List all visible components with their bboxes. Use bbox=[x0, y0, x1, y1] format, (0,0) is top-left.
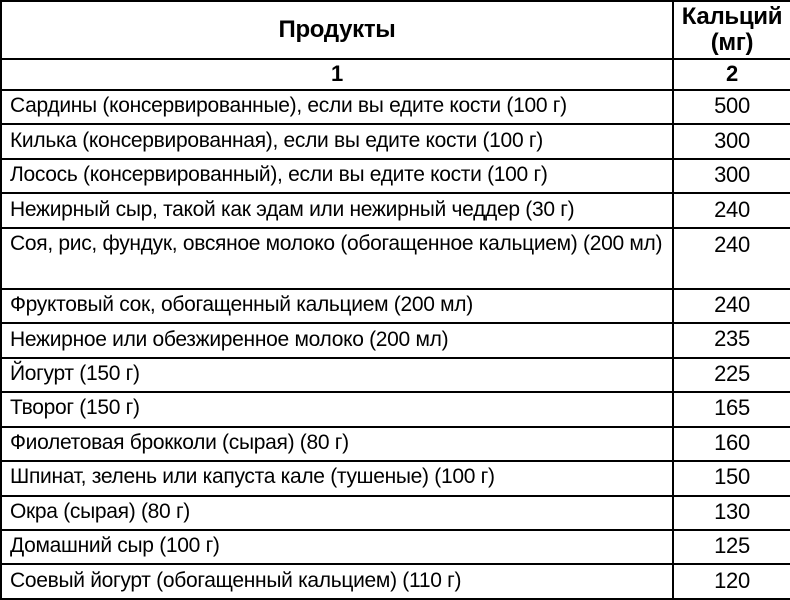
table-row bbox=[1, 461, 790, 495]
product-name: Нежирное или обезжиренное молоко (200 мл) bbox=[1, 323, 673, 357]
calcium-value: 165 bbox=[673, 392, 790, 426]
column-number-row bbox=[1, 59, 790, 90]
calcium-column-header: Кальций (мг) bbox=[673, 1, 790, 59]
product-name: Соя, рис, фундук, овсяное молоко (обогащенное кальцием) (200 мл) bbox=[1, 228, 673, 289]
table-row bbox=[1, 358, 790, 392]
calcium-value: 300 bbox=[673, 159, 790, 193]
table-header-row bbox=[1, 1, 790, 59]
calcium-value: 130 bbox=[673, 496, 790, 530]
table-row bbox=[1, 124, 790, 158]
product-name: Сардины (консервированные), если вы едите кости (100 г) bbox=[1, 90, 673, 124]
table-row bbox=[1, 90, 790, 124]
calcium-value: 225 bbox=[673, 358, 790, 392]
products-column-header: Продукты bbox=[1, 1, 673, 59]
calcium-value: 500 bbox=[673, 90, 790, 124]
column-number-1: 1 bbox=[1, 59, 673, 90]
table-row bbox=[1, 392, 790, 426]
calcium-value: 240 bbox=[673, 228, 790, 289]
calcium-value: 300 bbox=[673, 124, 790, 158]
table-row bbox=[1, 323, 790, 357]
calcium-value: 240 bbox=[673, 193, 790, 227]
calcium-value: 235 bbox=[673, 323, 790, 357]
table-row bbox=[1, 159, 790, 193]
product-name: Домашний сыр (100 г) bbox=[1, 530, 673, 564]
table-row bbox=[1, 530, 790, 564]
table-row bbox=[1, 289, 790, 323]
product-name: Фруктовый сок, обогащенный кальцием (200 мл) bbox=[1, 289, 673, 323]
product-name: Йогурт (150 г) bbox=[1, 358, 673, 392]
table-row bbox=[1, 228, 790, 289]
product-name: Нежирный сыр, такой как эдам или нежирный чеддер (30 г) bbox=[1, 193, 673, 227]
product-name: Соевый йогурт (обогащенный кальцием) (110 г) bbox=[1, 564, 673, 599]
product-name: Шпинат, зелень или капуста кале (тушеные) (100 г) bbox=[1, 461, 673, 495]
product-name: Килька (консервированная), если вы едите кости (100 г) bbox=[1, 124, 673, 158]
calcium-value: 125 bbox=[673, 530, 790, 564]
table-row bbox=[1, 193, 790, 227]
table-row bbox=[1, 496, 790, 530]
calcium-value: 120 bbox=[673, 564, 790, 599]
product-name: Фиолетовая брокколи (сырая) (80 г) bbox=[1, 427, 673, 461]
calcium-value: 240 bbox=[673, 289, 790, 323]
product-name: Творог (150 г) bbox=[1, 392, 673, 426]
table-row bbox=[1, 564, 790, 599]
product-name: Лосось (консервированный), если вы едите кости (100 г) bbox=[1, 159, 673, 193]
calcium-value: 160 bbox=[673, 427, 790, 461]
product-name: Окра (сырая) (80 г) bbox=[1, 496, 673, 530]
table-row bbox=[1, 427, 790, 461]
calcium-value: 150 bbox=[673, 461, 790, 495]
column-number-2: 2 bbox=[673, 59, 790, 90]
